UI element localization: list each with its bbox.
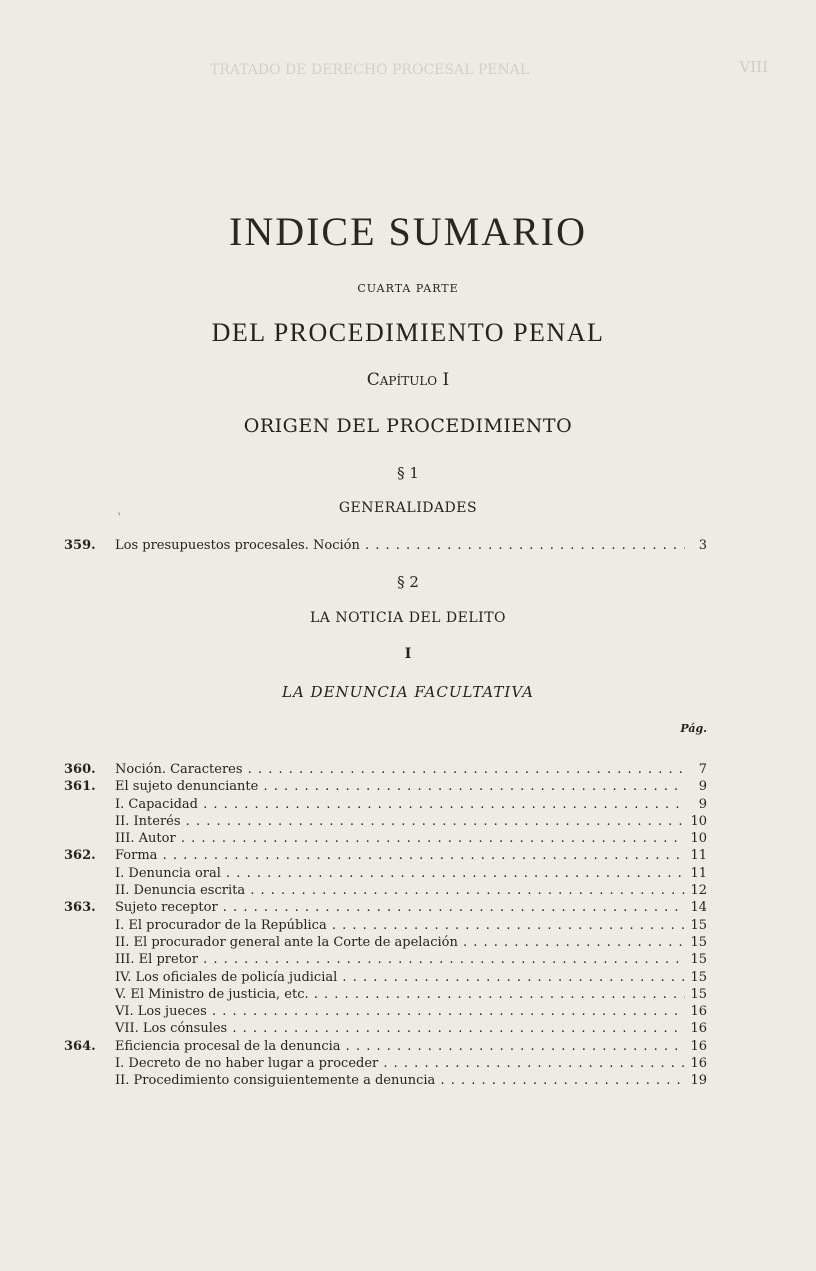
toc-entry: [64, 934, 707, 951]
entry-text: I. Decreto de no haber lugar a proceder . . .: [115, 1055, 685, 1072]
entry-text: II. Denuncia escrita . . .: [115, 882, 685, 899]
toc-entry: [64, 865, 707, 882]
entry-page: 7: [698, 762, 707, 777]
entry-page: 16: [690, 1021, 707, 1037]
entry-page: 3: [698, 538, 707, 553]
entry-number: 361.: [64, 779, 96, 795]
toc-entry: [64, 882, 707, 899]
entry-page: 19: [690, 1073, 707, 1089]
toc-entry: [64, 1072, 707, 1089]
toc-entry: [64, 1038, 707, 1055]
entry-text: II. Procedimiento consiguientemente a denuncia . . .: [115, 1072, 685, 1089]
entry-number: 363.: [64, 900, 96, 916]
entry-page: 16: [690, 1056, 707, 1072]
page-column-label: Pág.: [680, 722, 707, 735]
entry-text: Forma . . .: [115, 847, 685, 864]
entry-page: 10: [690, 831, 707, 847]
toc-entry: [64, 778, 707, 795]
entry-page: 15: [690, 969, 707, 985]
entry-text: I. Denuncia oral . . .: [115, 865, 685, 882]
toc-entry: [64, 796, 707, 813]
entry-page: 9: [698, 796, 707, 812]
bleed-through-page-number: VIII: [739, 58, 768, 76]
entry-text: I. Capacidad . . .: [115, 796, 685, 813]
entry-page: 15: [690, 917, 707, 933]
entry-page: 15: [690, 952, 707, 968]
toc-entry: [64, 830, 707, 847]
section-1-number: § 1: [397, 464, 419, 482]
part-label: CUARTA PARTE: [357, 282, 459, 295]
entry-number: 364.: [64, 1038, 96, 1054]
toc-entry: [64, 537, 707, 554]
toc-entry: [64, 1055, 707, 1072]
entry-page: 11: [690, 848, 707, 864]
entry-page: 16: [690, 1038, 707, 1054]
toc-entry: [64, 761, 707, 778]
toc-entry: [64, 951, 707, 968]
entry-page: 15: [690, 986, 707, 1002]
toc-entry: [64, 1003, 707, 1020]
toc-entry: [64, 969, 707, 986]
toc-entry: [64, 986, 707, 1003]
pencil-mark: ˋ: [110, 510, 124, 526]
toc-entry: [64, 917, 707, 934]
main-title: INDICE SUMARIO: [229, 209, 587, 254]
entry-number: 360.: [64, 762, 96, 777]
entry-number: 362.: [64, 848, 96, 864]
entry-text: VI. Los jueces . . .: [115, 1003, 685, 1020]
section-2-title: LA NOTICIA DEL DELITO: [309, 610, 507, 626]
entry-page: 12: [690, 883, 707, 899]
entry-text: II. Interés . . .: [115, 813, 685, 830]
entry-page: 16: [690, 1004, 707, 1020]
chapter-title: ORIGEN DEL PROCEDIMIENTO: [243, 415, 573, 437]
entry-page: 9: [698, 779, 707, 795]
entry-text: Eficiencia procesal de la denuncia . . .: [115, 1038, 685, 1055]
bleed-through-running-head: TRATADO DE DERECHO PROCESAL PENAL: [210, 62, 530, 78]
chapter-label: Capítulo I: [366, 370, 450, 390]
entry-text: Sujeto receptor . . .: [115, 899, 685, 916]
section-2-subnumber: I: [404, 646, 412, 662]
entry-page: 15: [690, 934, 707, 950]
toc-entry: [64, 1020, 707, 1037]
entry-number: 359.: [64, 538, 96, 553]
toc-entry: [64, 899, 707, 916]
entry-text: Los presupuestos procesales. Noción . . .: [115, 537, 685, 554]
entry-text: III. Autor . . .: [115, 830, 685, 847]
toc-entry: [64, 847, 707, 864]
section-2-number: § 2: [397, 573, 419, 591]
entry-text: V. El Ministro de justicia, etc. . . .: [115, 986, 685, 1003]
entry-text: I. El procurador de la República . . .: [115, 917, 685, 934]
entry-text: VII. Los cónsules . . .: [115, 1020, 685, 1037]
entry-page: 10: [690, 813, 707, 829]
entry-text: El sujeto denunciante . . .: [115, 778, 685, 795]
entry-text: II. El procurador general ante la Corte de apelación . . .: [115, 934, 685, 951]
entry-text: III. El pretor . . .: [115, 951, 685, 968]
entry-page: 14: [690, 900, 707, 916]
entry-text: Noción. Caracteres . . .: [115, 761, 685, 778]
entry-page: 11: [690, 865, 707, 881]
section-1-entries: [64, 537, 707, 554]
entry-text: IV. Los oficiales de policía judicial . . .: [115, 969, 685, 986]
section-1-title: GENERALIDADES: [338, 500, 478, 516]
toc-entry: [64, 813, 707, 830]
section-2-subtitle: LA DENUNCIA FACULTATIVA: [282, 683, 534, 701]
part-title: DEL PROCEDIMIENTO PENAL: [211, 318, 605, 347]
section-2-entries: [64, 761, 707, 1090]
